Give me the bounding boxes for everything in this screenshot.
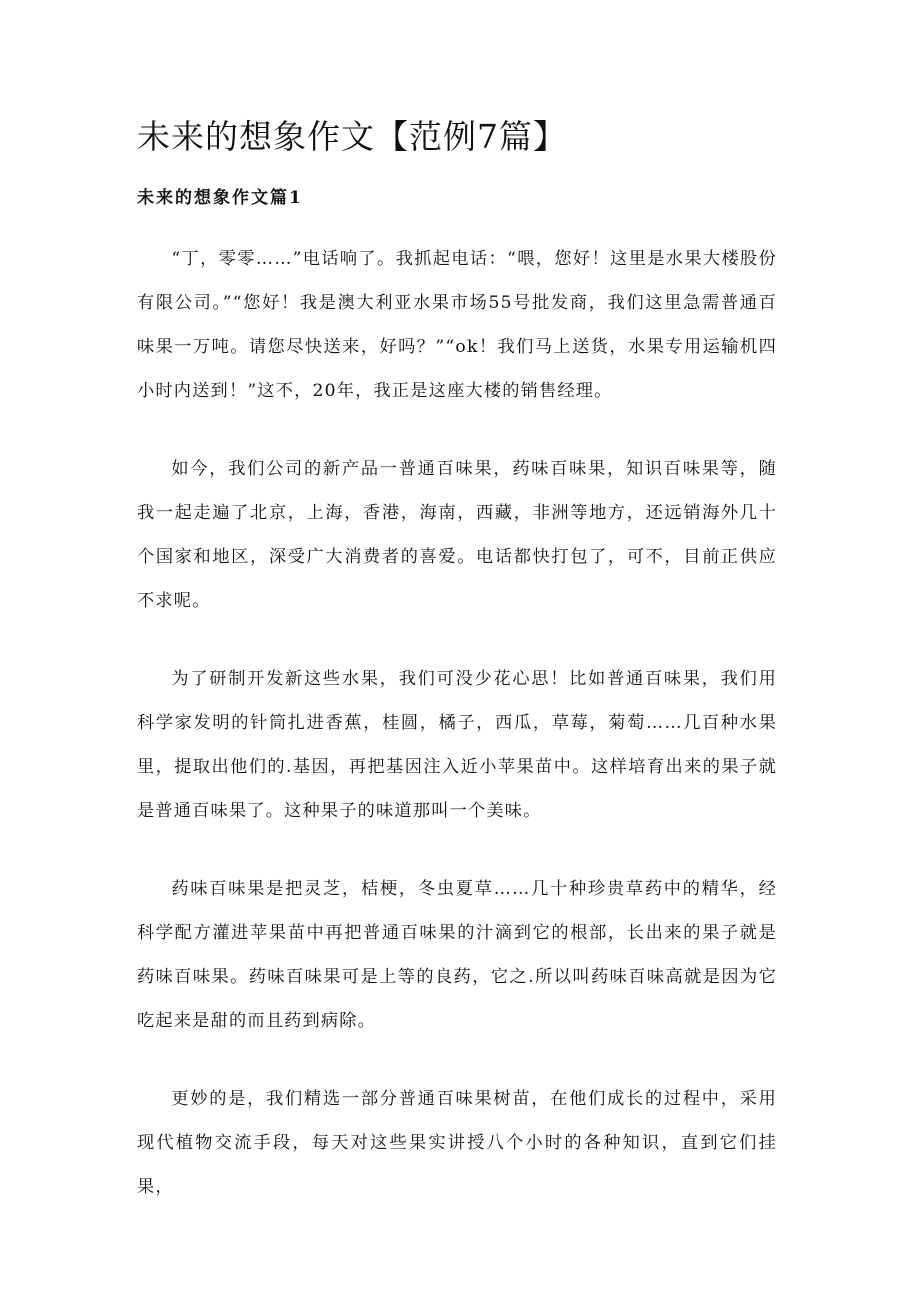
paragraph: 如今，我们公司的新产品一普通百味果，药味百味果，知识百味果等，随我一起走遍了北京，上海，香港，海南，西藏，非洲等地方，还远销海外几十个国家和地区，深受广大消费者的喜爱。电话都快打包了，可不，目前正供应不求呢。	[137, 459, 777, 611]
section-title: 未来的想象作文篇1	[137, 188, 303, 208]
paragraph: 药味百味果是把灵芝，桔梗，冬虫夏草……几十种珍贵草药中的精华，经科学配方灌进苹果苗中再把普通百味果的汁滴到它的根部，长出来的果子就是药味百味果。药味百味果可是上等的良药，它之.所以叫药味百味高就是因为它吃起来是甜的而且药到病除。	[137, 879, 777, 1031]
document-title: 未来的想象作文【范例7篇】	[137, 117, 567, 156]
paragraph: 更妙的是，我们精选一部分普通百味果树苗，在他们成长的过程中，采用现代植物交流手段，每天对这些果实讲授八个小时的各种知识，直到它们挂果，	[137, 1089, 777, 1197]
paragraph: “丁，零零……”电话响了。我抓起电话：“喂，您好！这里是水果大楼股份有限公司。”“您好！我是澳大利亚水果市场55号批发商，我们这里急需普通百味果一万吨。请您尽快送来，好吗？”“ok！我们马上送货，水果专用运输机四小时内送到！”这不，20年，我正是这座大楼的销售经理。	[137, 249, 777, 401]
paragraph: 为了研制开发新这些水果，我们可没少花心思！比如普通百味果，我们用科学家发明的针筒扎进香蕉，桂圆，橘子，西瓜，草莓，菊萄……几百种水果里，提取出他们的.基因，再把基因注入近小苹果苗中。这样培育出来的果子就是普通百味果了。这种果子的味道那叫一个美味。	[137, 669, 777, 821]
article-body	[137, 237, 777, 1243]
